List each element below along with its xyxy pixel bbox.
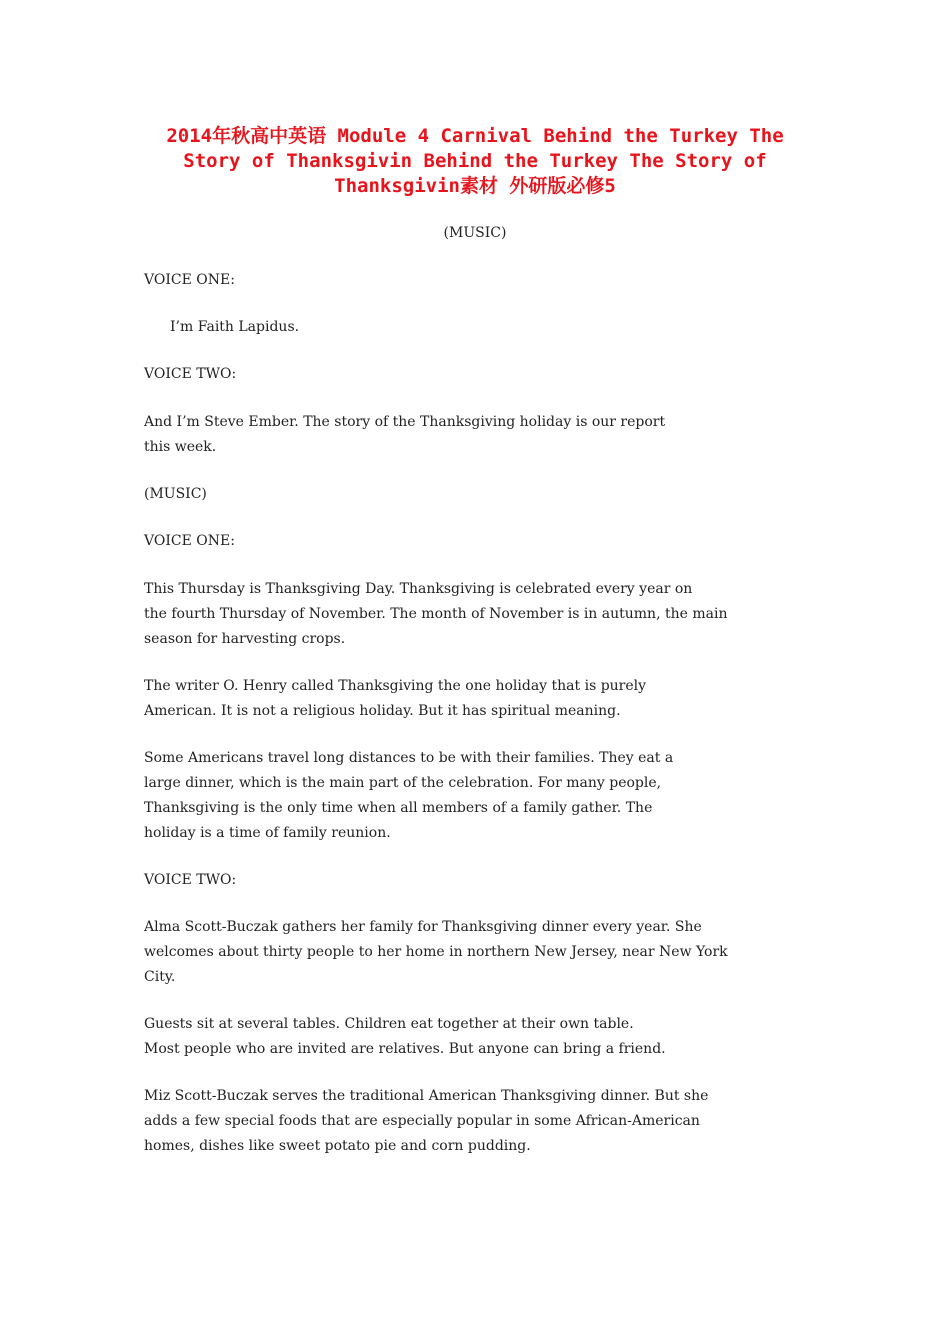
text-line: (MUSIC) [443,225,507,241]
text-line: The writer O. Henry called Thanksgiving the one holiday that is purely [144,678,647,694]
title-line: 2014年秋高中英语 Module 4 Carnival Behind the Turkey The [166,125,784,147]
paragraph-intro-steve [144,410,812,460]
text-line: VOICE ONE: [144,272,235,288]
text-line: this week. [144,439,217,455]
text-line: Guests sit at several tables. Children eat together at their own table. [144,1016,634,1032]
text-line: City. [144,969,176,985]
text-line: I’m Faith Lapidus. [170,319,300,335]
text-line: Some Americans travel long distances to be with their families. They eat a [144,750,674,766]
text-line: VOICE TWO: [144,366,237,382]
title-line: Thanksgivin素材 外研版必修5 [334,175,616,197]
text-line: season for harvesting crops. [144,631,346,647]
text-line: welcomes about thirty people to her home in northern New Jersey, near New York [144,944,728,960]
document-title [140,124,810,199]
stage-direction-music [140,221,810,246]
paragraph-alma [144,915,812,990]
speaker-label-voice-one [144,268,812,293]
stage-direction-music [144,482,812,507]
speaker-label-voice-one [144,529,812,554]
text-line: Thanksgiving is the only time when all members of a family gather. The [144,800,653,816]
title-line: Story of Thanksgivin Behind the Turkey The Story of [183,150,767,172]
text-line: Miz Scott-Buczak serves the traditional American Thanksgiving dinner. But she [144,1088,709,1104]
speaker-label-voice-two [144,362,812,387]
text-line: VOICE ONE: [144,533,235,549]
text-line: holiday is a time of family reunion. [144,825,391,841]
text-line: This Thursday is Thanksgiving Day. Thanksgiving is celebrated every year on [144,581,693,597]
text-line: large dinner, which is the main part of the celebration. For many people, [144,775,662,791]
paragraph-families [144,746,812,846]
text-line: homes, dishes like sweet potato pie and corn pudding. [144,1138,531,1154]
paragraph-dinner [144,1084,812,1159]
paragraph-o-henry [144,674,812,724]
text-line: And I’m Steve Ember. The story of the Thanksgiving holiday is our report [144,414,666,430]
text-line: Alma Scott-Buczak gathers her family for Thanksgiving dinner every year. She [144,919,702,935]
text-line: the fourth Thursday of November. The month of November is in autumn, the main [144,606,728,622]
paragraph-intro-faith [170,315,838,340]
text-line: adds a few special foods that are especially popular in some African-American [144,1113,700,1129]
text-line: VOICE TWO: [144,872,237,888]
paragraph-guests [144,1012,812,1062]
text-line: (MUSIC) [144,486,207,502]
text-line: American. It is not a religious holiday. But it has spiritual meaning. [144,703,621,719]
text-line: Most people who are invited are relatives. But anyone can bring a friend. [144,1041,666,1057]
paragraph-thanksgiving-day [144,577,812,652]
speaker-label-voice-two [144,868,812,893]
